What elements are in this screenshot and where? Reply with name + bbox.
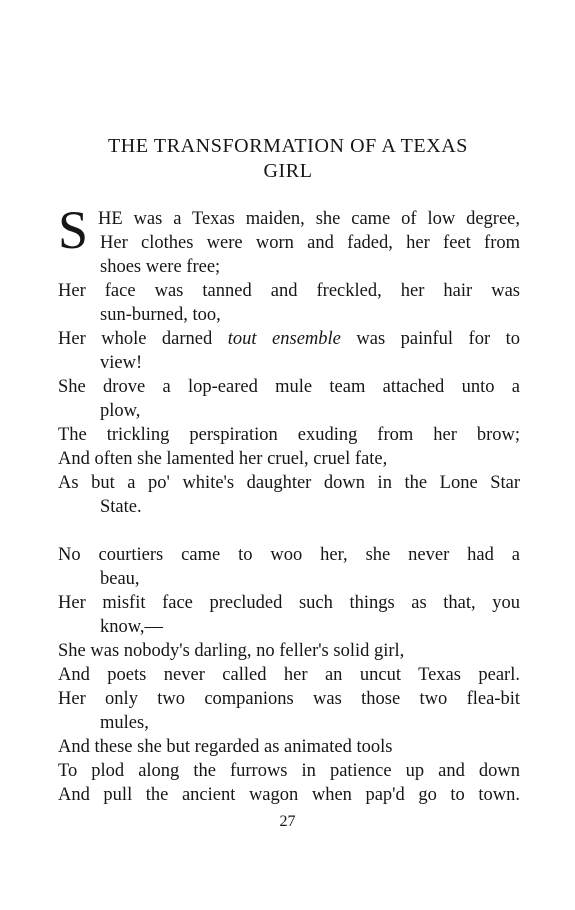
poem-line	[58, 327, 520, 351]
poem-line-text: was painful for to	[340, 329, 520, 349]
poem-line-text: Her whole darned	[58, 329, 228, 349]
poem-line: Her only two companions was those two flea-bit	[58, 689, 520, 709]
italic-phrase: tout ensemble	[227, 329, 341, 349]
poem-title	[58, 134, 518, 184]
poem-line: She drove a lop-eared mule team attached unto a	[58, 377, 520, 397]
poem-line: Her misfit face precluded such things as that, you	[58, 593, 520, 613]
poem-line: beau,	[100, 569, 140, 589]
poem-line: She was nobody's darling, no feller's solid girl,	[58, 641, 405, 661]
poem-line: view!	[100, 353, 143, 373]
poem-line: And these she but regarded as animated tools	[58, 737, 393, 757]
poem-line: know,—	[100, 617, 164, 637]
poem-line: sun-burned, too,	[100, 305, 221, 325]
poem-line: Her face was tanned and freckled, her hair was	[58, 281, 520, 301]
poem-line: mules,	[100, 713, 149, 733]
poem-line: And often she lamented her cruel, cruel fate,	[58, 449, 388, 469]
poem-line: Her clothes were worn and faded, her feet from	[100, 233, 520, 253]
poem-line: And pull the ancient wagon when pap'd go to town.	[58, 785, 520, 805]
poem-line: To plod along the furrows in patience up and down	[58, 761, 520, 781]
poem-line: plow,	[100, 401, 141, 421]
poem-title-line-2: GIRL	[263, 160, 313, 182]
poem-title-line-1: THE TRANSFORMATION OF A TEXAS	[107, 135, 469, 157]
poem-line: State.	[100, 497, 142, 517]
poem-line: shoes were free;	[100, 257, 221, 277]
poem-line: HE was a Texas maiden, she came of low degree,	[98, 209, 520, 229]
poem-line: And poets never called her an uncut Texas pearl.	[58, 665, 520, 685]
poem-line: No courtiers came to woo her, she never had a	[58, 545, 520, 565]
drop-cap: S	[58, 200, 89, 260]
poem-line: As but a po' white's daughter down in the Lone Star	[58, 473, 520, 493]
page-number: 27	[279, 813, 296, 830]
poem-line: The trickling perspiration exuding from her brow;	[58, 425, 520, 445]
